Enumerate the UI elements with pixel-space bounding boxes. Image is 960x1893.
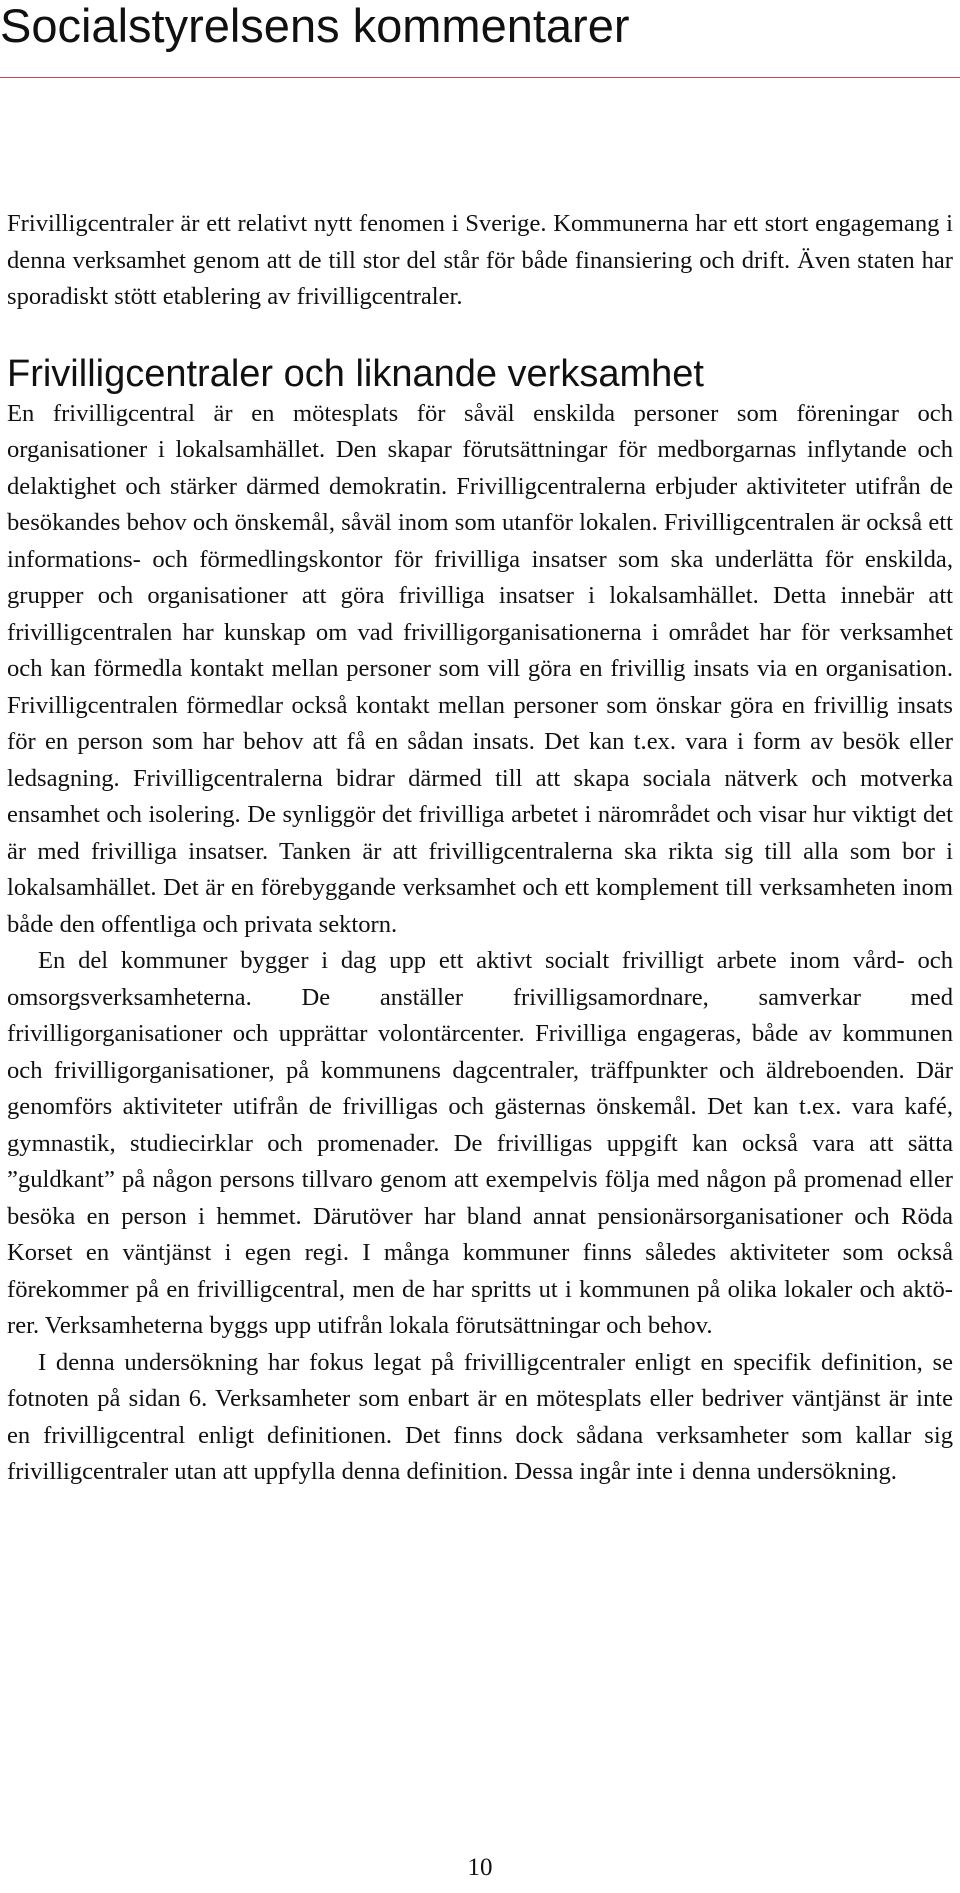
- page-number: 10: [467, 1854, 493, 1881]
- body-paragraph-3: I denna undersökning har fokus legat på frivilligcentraler enligt en specifik definition, se fotnoten på sidan 6. Verksamheter som enbart är en mötesplats eller bedriver väntjänst är inte en frivilligcentral enligt definitionen. Det finns dock sådana verksamheter som kallar sig frivilligcentraler utan att uppfylla denna definition. Dessa ingår inte i denna undersökning.: [7, 1348, 953, 1485]
- page-header: [0, 0, 960, 80]
- body-paragraph-1: En frivilligcentral är en mötesplats för såväl enskilda personer som föreningar och organisationer i lokalsamhället. Den skapar förutsättningar för medborgarnas inflytande och delaktighet och stärker därmed demokratin. Frivilligcentralerna erbjuder aktiviteter utifrån de besökandes behov och önskemål, såväl inom som utanför lokalen. Frivilligcentralen är också ett informations- och förmedlingskontor för frivilliga insatser som ska underlätta för enskilda, grupper och organisationer att göra frivilliga insatser i lokalsamhället. Detta innebär att frivilligcentralen har kunskap om vad frivilligorganisationerna i området har för verksamhet och kan förmedla kontakt mellan personer som vill göra en frivillig insats via en organisation. Frivilligcentralen förmedlar också kontakt mellan personer som önskar göra en frivillig insats för en person som har behov att få en sådan insats. Det kan t.ex. vara i form av besök eller ledsagning. Frivilligcentralerna bidrar därmed till att skapa sociala nätverk och motverka ensamhet och isolering. De synliggör det frivilliga arbetet i närområdet och visar hur viktigt det är med frivilliga insatser. Tanken är att frivilligcentralerna ska rikta sig till alla som bor i lokalsamhället. Det är en förebyggande verksamhet och ett komplement till verksamheten inom både den offentliga och privata sektorn.: [7, 399, 953, 938]
- document-body: [7, 206, 953, 1491]
- page-title: Socialstyrelsens kommentarer: [0, 0, 630, 52]
- section-heading: Frivilligcentraler och liknande verksamhet: [7, 352, 704, 395]
- header-divider: [0, 77, 960, 78]
- body-paragraph-2: En del kommuner bygger i dag upp ett aktivt socialt frivilligt arbete inom vård- och omsorgsverksamheterna. De anställer frivilligsamordnare, samverkar med frivilligorganisationer och upprättar volontärcenter. Frivilliga engageras, både av kommunen och frivilligorganisationer, på kommunens dagcentraler, träffpunkter och äldreboenden. Där genomförs aktiviteter utifrån de frivilligas och gästernas önskemål. Det kan t.ex. vara kafé, gymnastik, studiecirklar och promenader. De frivilligas uppgift kan också vara att sätta ”guldkant” på någon persons tillvaro genom att exempelvis följa med någon på promenad eller besöka en person i hemmet. Därutöver har bland annat pensionärsorganisationer och Röda Korset en väntjänst i egen regi. I många kommuner finns således aktiviteter som också förekommer på en frivilligcentral, men de har spritts ut i kommunen på olika lokaler och aktörer. Verksamheterna byggs upp utifrån lokala förutsättningar och behov.: [7, 947, 953, 1339]
- intro-paragraph: Frivilligcentraler är ett relativt nytt fenomen i Sverige. Kommunerna har ett stort engagemang i denna verksamhet genom att de till stor del står för både finansiering och drift. Även staten har sporadiskt stött etablering av frivilligcentraler.: [7, 210, 953, 310]
